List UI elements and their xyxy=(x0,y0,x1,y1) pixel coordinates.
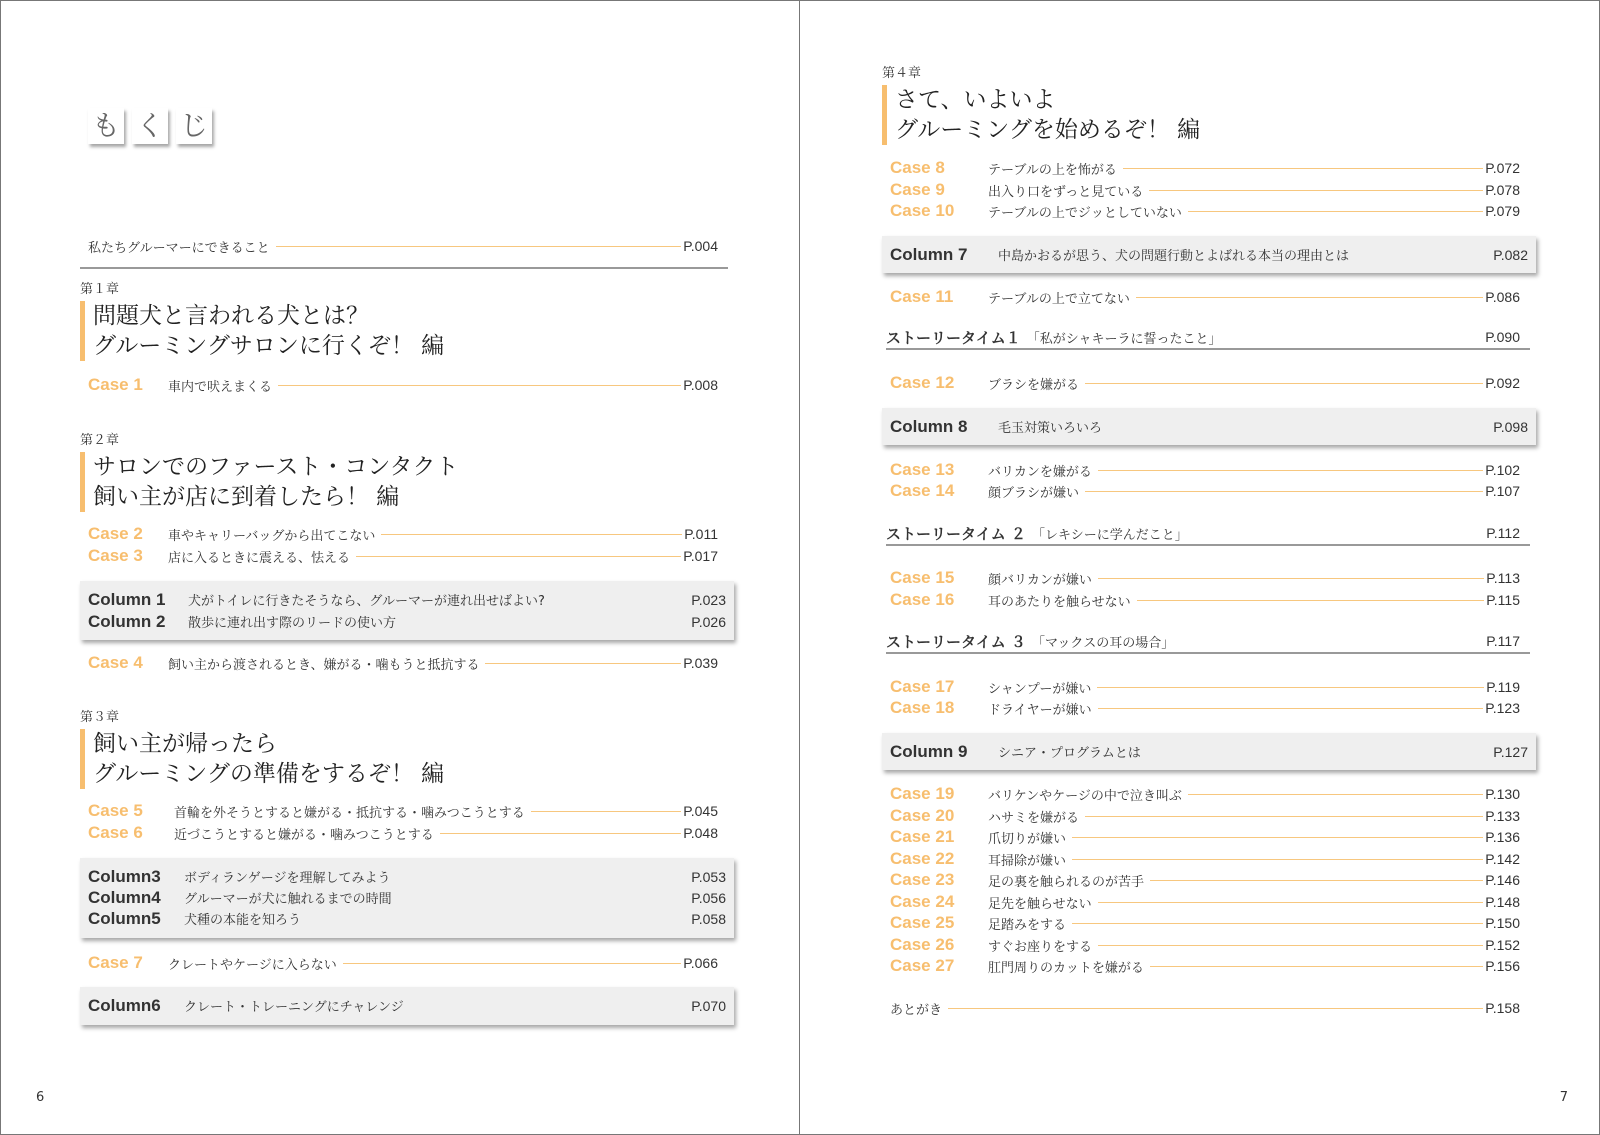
title-char: じ xyxy=(176,108,212,144)
leader-line xyxy=(1098,578,1484,579)
case-label: Case 19 xyxy=(890,784,955,803)
entry-text: 足先を触らせない xyxy=(988,896,1092,912)
page-ref: P.142 xyxy=(1485,851,1520,867)
story-label: ストーリータイム ２ xyxy=(886,524,1026,543)
case-label: Case 21 xyxy=(890,827,955,846)
toc-entry-intro[interactable] xyxy=(88,236,718,256)
entry-text: 「レキシーに学んだこと」 xyxy=(1031,527,1188,543)
leader-line xyxy=(1085,383,1483,384)
page-number: 7 xyxy=(1559,1090,1568,1105)
column-box xyxy=(882,236,1536,273)
case-label: Case 12 xyxy=(890,373,955,392)
entry-text: グルーマーが犬に触れるまでの時間 xyxy=(184,892,392,907)
entry-text: 毛玉対策いろいろ xyxy=(998,421,1103,436)
chapter-title-line: サロンでのファースト・コンタクト xyxy=(93,454,459,480)
page-ref: P.136 xyxy=(1485,829,1520,845)
page-ref: P.070 xyxy=(691,997,726,1014)
case-label: Case 27 xyxy=(890,956,955,975)
page-ref: P.056 xyxy=(691,889,726,906)
entry-text: あとがき xyxy=(890,1002,943,1018)
chapter-title xyxy=(80,729,444,789)
column-label: Column4 xyxy=(88,887,161,907)
page-ref: P.133 xyxy=(1485,808,1520,824)
entry-text: シニア・プログラムとは xyxy=(998,746,1141,761)
chapter-title xyxy=(80,452,458,512)
toc-entry-case-18[interactable] xyxy=(890,698,1520,718)
entry-text: 爪切りが嫌い xyxy=(988,831,1067,847)
chapter-title-line: 飼い主が店に到着したら！ 編 xyxy=(93,484,400,510)
chapter-title-line: グルーミングの準備をするぞ！ 編 xyxy=(93,761,445,787)
leader-line xyxy=(1072,859,1483,860)
case-label: Case 4 xyxy=(88,653,143,672)
leader-line xyxy=(1097,687,1484,688)
leader-line xyxy=(356,556,681,557)
page-ref: P.152 xyxy=(1485,937,1520,953)
case-label: Case 24 xyxy=(890,892,955,911)
story-label: ストーリータイム ３ xyxy=(886,632,1026,651)
leader-line xyxy=(381,534,682,535)
case-label: Case 1 xyxy=(88,375,143,394)
page-ref: P.026 xyxy=(691,613,726,630)
case-label: Case 7 xyxy=(88,953,143,972)
toc-entry-story-2[interactable] xyxy=(886,522,1530,546)
case-label: Case 26 xyxy=(890,935,955,954)
case-label: Case 25 xyxy=(890,913,955,932)
page-ref: P.008 xyxy=(683,377,718,393)
leader-line xyxy=(276,246,682,247)
page-ref: P.086 xyxy=(1485,289,1520,305)
toc-entry-column-6[interactable] xyxy=(88,995,726,1016)
entry-text: 散歩に連れ出す際のリードの使い方 xyxy=(188,616,397,631)
case-label: Case 2 xyxy=(88,524,143,543)
page-ref: P.127 xyxy=(1493,743,1528,760)
page-ref: P.011 xyxy=(684,526,718,542)
toc-entry-case-3[interactable] xyxy=(88,546,718,566)
entry-text: 「マックスの耳の場合」 xyxy=(1031,635,1175,651)
toc-entry-case-20[interactable] xyxy=(890,806,1520,826)
chapter-title-line: 飼い主が帰ったら xyxy=(93,731,277,757)
entry-text: テーブルの上で立てない xyxy=(988,291,1130,307)
page-ref: P.102 xyxy=(1485,462,1520,478)
toc-entry-case-7[interactable] xyxy=(88,953,718,973)
chapter-3-heading xyxy=(80,706,444,789)
page-ref: P.039 xyxy=(683,655,718,671)
toc-entry-case-26[interactable] xyxy=(890,935,1520,955)
toc-entry-case-17[interactable] xyxy=(890,677,1520,697)
toc-entry-case-8[interactable] xyxy=(890,158,1520,178)
toc-entry-column-3[interactable] xyxy=(88,866,726,887)
entry-text: テーブルの上でジッとしていない xyxy=(988,205,1182,221)
title-char: く xyxy=(132,108,168,144)
entry-text: 店に入るときに震える、怯える xyxy=(168,550,351,566)
page-ref: P.090 xyxy=(1485,329,1520,345)
column-box xyxy=(80,858,734,938)
entry-text: バリケンやケージの中で泣き叫ぶ xyxy=(988,788,1182,804)
leader-line xyxy=(1123,168,1483,169)
entry-text: 「私がシャキーラに誓ったこと」 xyxy=(1026,331,1222,347)
case-label: Case 6 xyxy=(88,823,143,842)
column-label: Column 7 xyxy=(890,244,968,264)
leader-line xyxy=(531,811,681,812)
chapter-title xyxy=(80,301,444,361)
toc-entry-story-1[interactable] xyxy=(886,326,1530,350)
toc-entry-case-2[interactable] xyxy=(88,524,718,544)
toc-entry-story-3[interactable] xyxy=(886,630,1530,654)
leader-line xyxy=(485,663,681,664)
chapter-title xyxy=(882,85,1200,145)
story-label: ストーリータイム１ xyxy=(886,328,1021,347)
toc-entry-case-23[interactable] xyxy=(890,870,1520,890)
chapter-4-heading xyxy=(882,62,1200,145)
page-ref: P.148 xyxy=(1485,894,1520,910)
leader-line xyxy=(1098,902,1484,903)
chapter-2-heading xyxy=(80,429,458,512)
toc-entry-case-6[interactable] xyxy=(88,823,718,843)
toc-entry-column-2[interactable] xyxy=(88,611,726,632)
entry-text: 飼い主から渡されるとき、嫌がる・噛もうと抵抗する xyxy=(168,657,480,673)
leader-line xyxy=(1188,794,1483,795)
entry-text: シャンプーが嫌い xyxy=(988,681,1092,697)
toc-entry-case-25[interactable] xyxy=(890,913,1520,933)
toc-entry-case-15[interactable] xyxy=(890,568,1520,588)
entry-text: 近づこうとすると嫌がる・噛みつこうとする xyxy=(174,827,434,843)
page-ref: P.082 xyxy=(1493,246,1528,263)
page-ref: P.130 xyxy=(1485,786,1520,802)
toc-entry-case-27[interactable] xyxy=(890,956,1520,976)
page-ref: P.146 xyxy=(1485,872,1520,888)
toc-entry-case-22[interactable] xyxy=(890,849,1520,869)
column-box xyxy=(882,408,1536,445)
column-label: Column5 xyxy=(88,908,161,928)
toc-entry-case-12[interactable] xyxy=(890,373,1520,393)
entry-text: バリカンを嫌がる xyxy=(988,464,1092,480)
page-ref: P.023 xyxy=(691,591,726,608)
leader-line xyxy=(1150,966,1483,967)
entry-text: 耳掃除が嫌い xyxy=(988,853,1067,869)
leader-line xyxy=(1085,816,1483,817)
chapter-1-heading xyxy=(80,278,444,361)
chapter-label: 第３章 xyxy=(80,710,120,725)
leader-line xyxy=(1072,837,1483,838)
entry-text: 犬がトイレに行きたそうなら、グルーマーが連れ出せばよい? xyxy=(188,594,545,609)
case-label: Case 15 xyxy=(890,568,955,587)
entry-text: 中島かおるが思う、犬の問題行動とよばれる本当の理由とは xyxy=(998,249,1350,264)
toc-entry-case-19[interactable] xyxy=(890,784,1520,804)
toc-entry-column-5[interactable] xyxy=(88,908,726,929)
entry-text: 顔ブラシが嫌い xyxy=(988,485,1080,501)
toc-entry-column-1[interactable] xyxy=(88,589,726,610)
page-ref: P.053 xyxy=(691,868,726,885)
case-label: Case 23 xyxy=(890,870,955,889)
divider xyxy=(80,267,728,269)
toc-entry-case-11[interactable] xyxy=(890,287,1520,307)
column-label: Column 2 xyxy=(88,611,166,631)
page-ref: P.119 xyxy=(1486,679,1520,695)
entry-text: 出入り口をずっと見ている xyxy=(988,184,1144,200)
case-label: Case 17 xyxy=(890,677,955,696)
page-ref: P.048 xyxy=(683,825,718,841)
entry-text: 肛門周りのカットを嫌がる xyxy=(988,960,1144,976)
case-label: Case 16 xyxy=(890,590,955,609)
column-label: Column 9 xyxy=(890,741,968,761)
entry-text: 首輪を外そうとすると嫌がる・抵抗する・噛みつこうとする xyxy=(174,805,525,821)
page-ref: P.113 xyxy=(1486,570,1520,586)
page-ref: P.150 xyxy=(1485,915,1520,931)
toc-entry-column-9[interactable] xyxy=(890,741,1528,762)
case-label: Case 9 xyxy=(890,180,945,199)
entry-text: ボディランゲージを理解してみよう xyxy=(184,871,391,886)
page-ref: P.066 xyxy=(683,955,718,971)
toc-entry-case-21[interactable] xyxy=(890,827,1520,847)
page-ref: P.092 xyxy=(1485,375,1520,391)
leader-line xyxy=(1098,945,1483,946)
leader-line xyxy=(278,385,681,386)
page-ref: P.058 xyxy=(691,910,726,927)
toc-entry-afterword[interactable] xyxy=(890,998,1520,1018)
column-box xyxy=(80,987,734,1025)
page-ref: P.123 xyxy=(1485,700,1520,716)
case-label: Case 20 xyxy=(890,806,955,825)
leader-line xyxy=(1150,880,1483,881)
entry-text: 車やキャリーバッグから出てこない xyxy=(168,528,376,544)
column-label: Column3 xyxy=(88,866,161,886)
page-ref: P.017 xyxy=(683,548,718,564)
leader-line xyxy=(948,1008,1483,1009)
chapter-label: 第１章 xyxy=(80,282,120,297)
title-char: も xyxy=(88,108,124,144)
entry-text: 顔バリカンが嫌い xyxy=(988,572,1092,588)
leader-line xyxy=(1188,211,1483,212)
page-ref: P.079 xyxy=(1485,203,1520,219)
column-label: Column6 xyxy=(88,995,161,1015)
leader-line xyxy=(1085,491,1483,492)
case-label: Case 11 xyxy=(890,287,954,306)
entry-text: テーブルの上を怖がる xyxy=(988,162,1117,178)
toc-entry-case-4[interactable] xyxy=(88,653,718,673)
entry-text: クレートやケージに入らない xyxy=(168,957,337,973)
page-ref: P.112 xyxy=(1486,525,1520,541)
toc-entry-case-13[interactable] xyxy=(890,460,1520,480)
toc-entry-column-4[interactable] xyxy=(88,887,726,908)
toc-entry-case-14[interactable] xyxy=(890,481,1520,501)
page-ref: P.115 xyxy=(1486,592,1520,608)
chapter-title-line: グルーミングサロンに行くぞ！ 編 xyxy=(93,333,445,359)
chapter-label: 第４章 xyxy=(882,66,922,81)
leader-line xyxy=(1072,923,1483,924)
toc-entry-case-10[interactable] xyxy=(890,201,1520,221)
page-number: 6 xyxy=(36,1090,45,1105)
leader-line xyxy=(1098,708,1484,709)
case-label: Case 13 xyxy=(890,460,955,479)
toc-entry-case-1[interactable] xyxy=(88,375,718,395)
column-label: Column 1 xyxy=(88,589,166,609)
entry-text: ブラシを嫌がる xyxy=(988,377,1080,393)
page-ref: P.107 xyxy=(1485,483,1520,499)
column-box xyxy=(882,733,1536,770)
page-ref: P.072 xyxy=(1485,160,1520,176)
leader-line xyxy=(1149,190,1483,191)
page-ref: P.078 xyxy=(1485,182,1520,198)
chapter-label: 第２章 xyxy=(80,433,120,448)
toc-entry-case-24[interactable] xyxy=(890,892,1520,912)
case-label: Case 3 xyxy=(88,546,143,565)
entry-text: 足の裏を触られるのが苦手 xyxy=(988,874,1145,890)
entry-text: 私たちグルーマーにできること xyxy=(88,240,270,256)
entry-text: ドライヤーが嫌い xyxy=(988,702,1092,718)
page-ref: P.158 xyxy=(1485,1000,1520,1016)
toc-entry-column-8[interactable] xyxy=(890,416,1528,437)
leader-line xyxy=(1098,470,1483,471)
leader-line xyxy=(343,963,681,964)
toc-entry-case-9[interactable] xyxy=(890,180,1520,200)
case-label: Case 18 xyxy=(890,698,955,717)
chapter-title-line: 問題犬と言われる犬とは？ xyxy=(93,303,369,329)
column-box xyxy=(80,581,734,640)
chapter-title-line: グルーミングを始めるぞ！ 編 xyxy=(895,117,1201,143)
toc-entry-case-5[interactable] xyxy=(88,801,718,821)
page-ref: P.098 xyxy=(1493,418,1528,435)
page-ref: P.045 xyxy=(683,803,718,819)
case-label: Case 22 xyxy=(890,849,955,868)
toc-title xyxy=(88,108,212,144)
case-label: Case 14 xyxy=(890,481,955,500)
entry-text: 耳のあたりを触らせない xyxy=(988,594,1131,610)
toc-entry-column-7[interactable] xyxy=(890,244,1528,265)
case-label: Case 8 xyxy=(890,158,945,177)
case-label: Case 5 xyxy=(88,801,143,820)
case-label: Case 10 xyxy=(890,201,955,220)
leader-line xyxy=(1136,297,1483,298)
entry-text: クレート・トレーニングにチャレンジ xyxy=(184,1000,404,1015)
entry-text: 車内で吠えまくる xyxy=(168,379,273,395)
entry-text: 犬種の本能を知ろう xyxy=(184,913,302,928)
leader-line xyxy=(440,833,681,834)
page-ref: P.117 xyxy=(1486,633,1520,649)
column-label: Column 8 xyxy=(890,416,968,436)
entry-text: すぐお座りをする xyxy=(988,939,1093,955)
leader-line xyxy=(1137,600,1485,601)
entry-text: 足踏みをする xyxy=(988,917,1067,933)
chapter-title-line: さて、いよいよ xyxy=(895,87,1056,113)
entry-text: ハサミを嫌がる xyxy=(988,810,1080,826)
toc-entry-case-16[interactable] xyxy=(890,590,1520,610)
page-ref: P.004 xyxy=(683,238,718,254)
page-ref: P.156 xyxy=(1485,958,1520,974)
